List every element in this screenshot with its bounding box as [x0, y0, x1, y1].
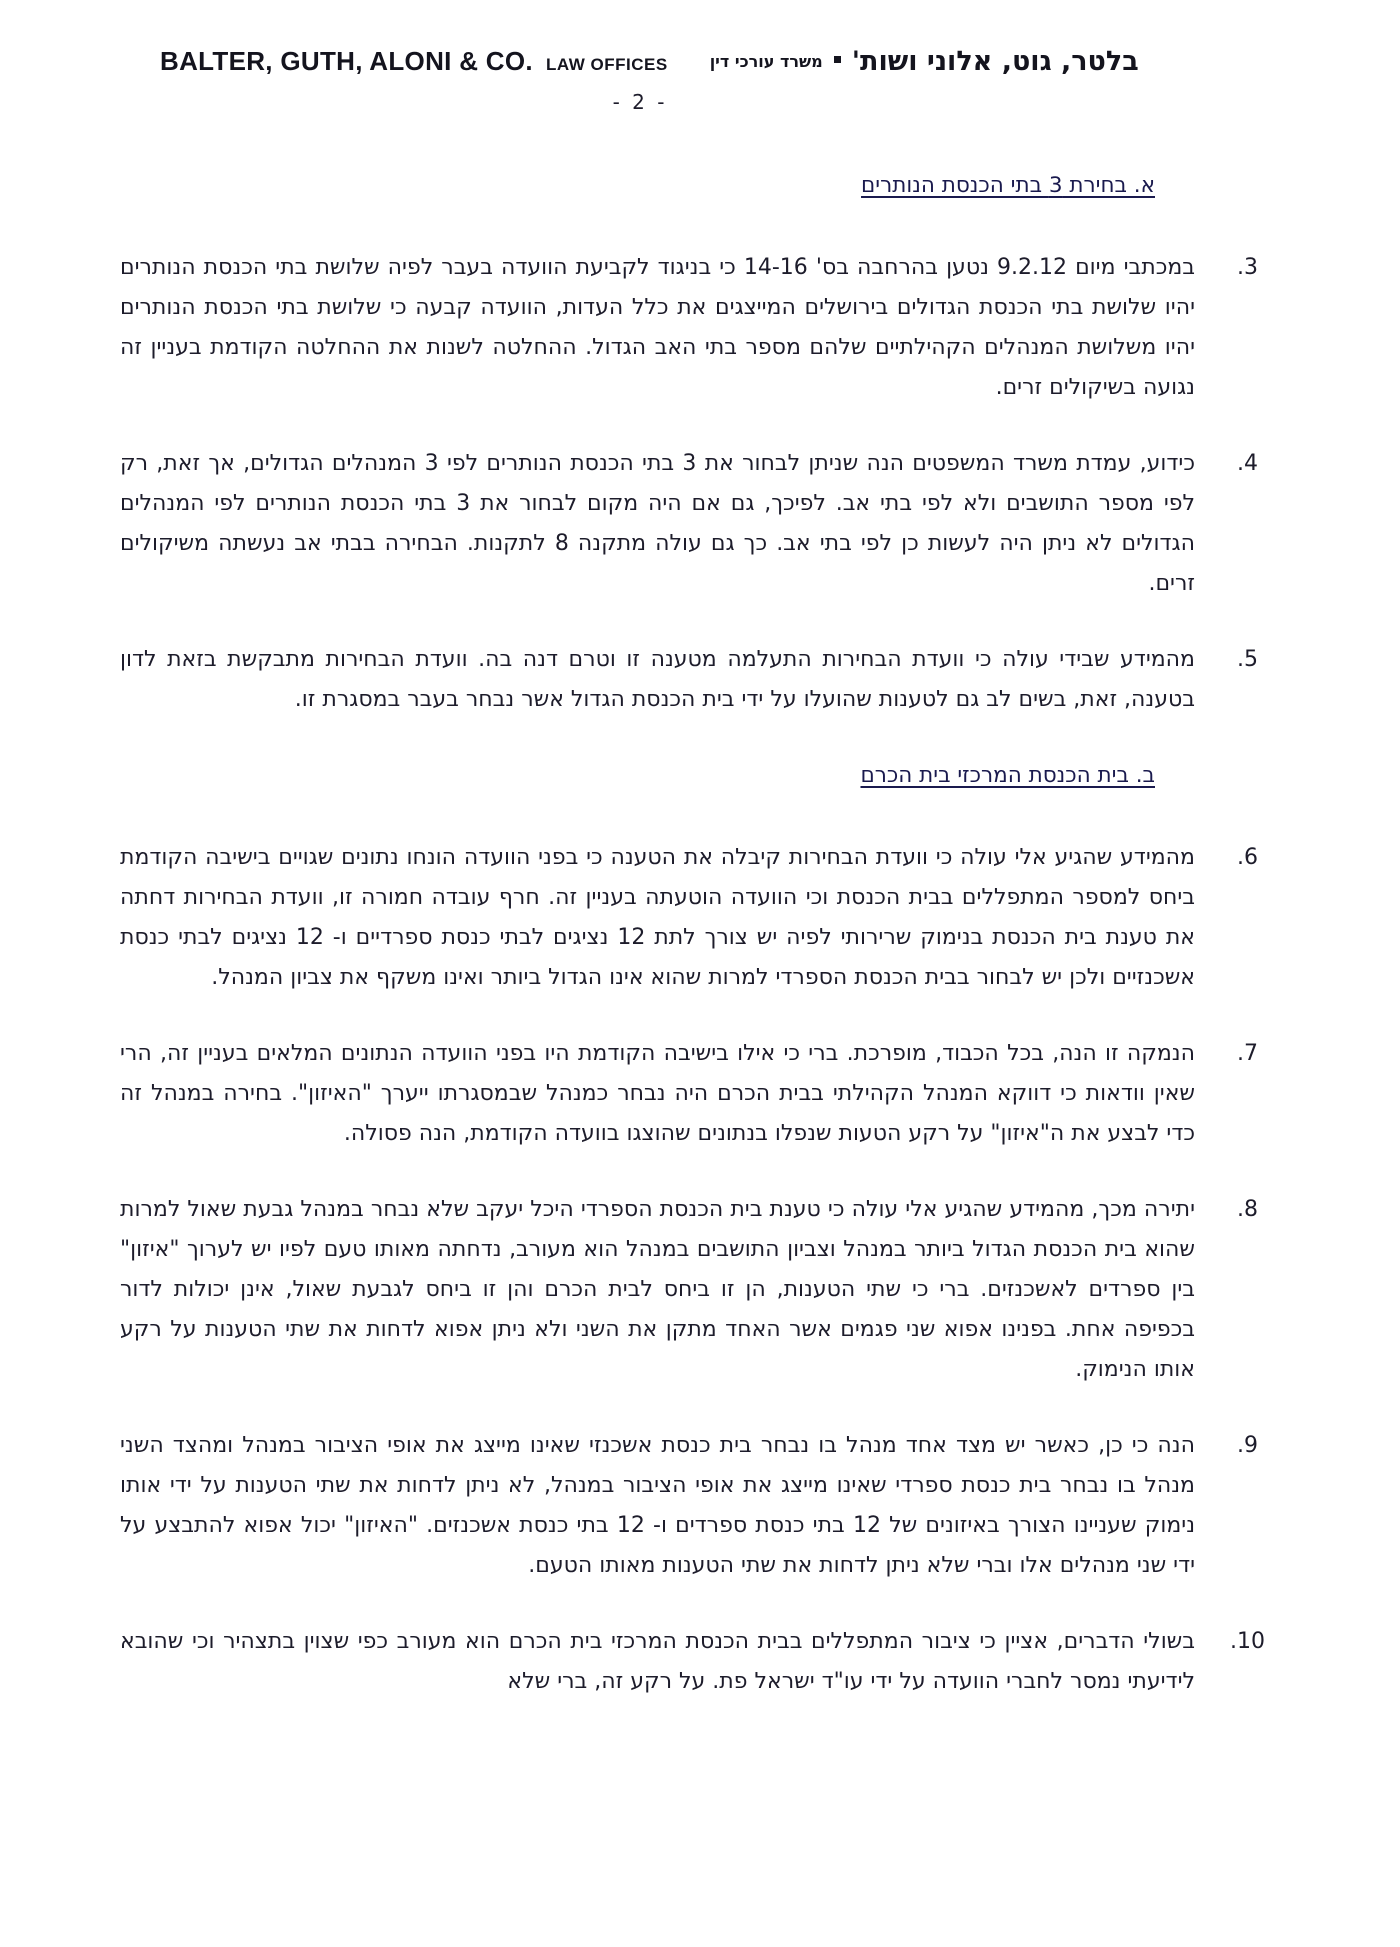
document-body [120, 166, 1300, 1738]
paragraph-9-number: 9. [1237, 1433, 1258, 1458]
paragraph-9 [120, 1426, 1300, 1586]
paragraph-5 [120, 640, 1300, 720]
paragraph-6-text: מהמידע שהגיע אלי עולה כי וועדת הבחירות קיבלה את הטענה כי בפני הוועדה הונחו נתונים שגויים בישיבה הקודמת ביחס למספר המתפללים בבית הכנסת וכי הוועדה הוטעתה בעניין זה. חרף עובדה חמורה זו, וועדת הבחירות דחתה את טענת בית הכנסת בנימוק שרירותי לפיה יש צורך לתת 12 נציגים לבתי כנסת ספרדיים ו- 12 נציגים לבתי כנסת אשכנזיים ולכן יש לבחור בבית הכנסת הספרדי למרות שהוא אינו הגדול ביותר ואינו משקף את צביון המנהל. [120, 845, 1196, 990]
paragraph-6-number: 6. [1237, 845, 1258, 870]
paragraph-10 [120, 1622, 1300, 1702]
paragraph-4-number: 4. [1237, 451, 1258, 476]
paragraph-8-text: יתירה מכך, מהמידע שהגיע אלי עולה כי טענת בית הכנסת הספרדי היכל יעקב שלא נבחר במנהל גבעת שאול למרות שהוא בית הכנסת הגדול ביותר במנהל וצביון התושבים במנהל הוא מעורב, נדחתה מאותו טעם לפיו יש לערוך "איזון" בין ספרדים לאשכנזים. ברי כי שתי הטענות, הן זו ביחס לבית הכרם והן זו ביחס לגבעת שאול, אינן יכולות לדור בכפיפה אחת. בפנינו אפוא שני פגמים אשר האחד מתקן את השני ולא ניתן אפוא לדחות את שתי הטענות על רקע אותו הנימוק. [120, 1197, 1195, 1382]
separator-square-icon [834, 56, 841, 63]
letterhead [160, 46, 1139, 77]
paragraph-7-text: הנמקה זו הנה, בכל הכבוד, מופרכת. ברי כי אילו בישיבה הקודמת היו בפני הוועדה הנתונים המלאים בעניין זה, הרי שאין וודאות כי דווקא המנהל הקהילתי בבית הכרם היה נבחר כמנהל שבמסגרתו ייערך "האיזון". בחירה במנהל זה כדי לבצע את ה"איזון" על רקע הטעות שנפלו בנתונים שהוצגו בוועדה הקודמת, הנה פסולה. [120, 1041, 1195, 1146]
section-b [120, 756, 1300, 1702]
paragraph-9-text: הנה כי כן, כאשר יש מצד אחד מנהל בו נבחר בית כנסת אשכנזי שאינו מייצג את אופי הציבור במנהל ומהצד השני מנהל בו נבחר בית כנסת ספרדי שאינו מייצג את אופי הציבור במנהל, לא ניתן לדחות את שתי הטענות על ידי אותו נימוק שעניינו הצורך באיזונים של 12 בתי כנסת ספרדים ו- 12 בתי כנסת אשכנזים. "האיזון" יכול אפוא להתבצע על ידי שני מנהלים אלו וברי שלא ניתן לדחות את שתי הטענות מאותו הטעם. [120, 1433, 1196, 1578]
paragraph-4 [120, 444, 1300, 604]
paragraph-5-text: מהמידע שבידי עולה כי וועדת הבחירות התעלמה מטענה זו וטרם דנה בה. וועדת הבחירות מתבקשת בזאת לדון בטענה, זאת, בשים לב גם לטענות שהועלו על ידי בית הכנסת הגדול אשר נבחר בעבר במסגרת זו. [120, 647, 1195, 712]
section-a [120, 166, 1300, 720]
paragraph-8-number: 8. [1237, 1197, 1258, 1222]
paragraph-6 [120, 838, 1300, 998]
paragraph-8 [120, 1190, 1300, 1390]
hebrew-firm-name: בלטר, גוט, אלוני ושות' [851, 46, 1139, 77]
paragraph-7 [120, 1034, 1300, 1154]
paragraph-3-number: 3. [1237, 255, 1258, 280]
paragraph-4-text: כידוע, עמדת משרד המשפטים הנה שניתן לבחור את 3 בתי הכנסת הנותרים לפי 3 המנהלים הגדולים, אך זאת, רק לפי מספר התושבים ולא לפי בתי אב. לפיכך, גם אם היה מקום לבחור את 3 בתי הכנסת הנותרים לפי המנהלים הגדולים לא ניתן היה לעשות כן לפי בתי אב. כך גם עולה מתקנה 8 לתקנות. הבחירה בבתי אב נעשתה משיקולים זרים. [120, 451, 1195, 596]
latin-firm-name [160, 46, 668, 77]
paragraph-3-text: במכתבי מיום 9.2.12 נטען בהרחבה בס' 14-16 כי בניגוד לקביעת הוועדה בעבר לפיה שלושת בתי הכנסת הנותרים יהיו שלושת בתי הכנסת הגדולים בירושלים המייצגים את כלל העדות, הוועדה קבעה כי שלושת בתי הכנסת הנותרים יהיו משלושת המנהלים הקהילתיים שלהם מספר בתי האב הגדול. ההחלטה לשנות את ההחלטה הקודמת בעניין זה נגועה בשיקולים זרים. [120, 255, 1195, 400]
page-number: - 2 - [612, 90, 668, 114]
paragraph-3 [120, 248, 1300, 408]
hebrew-office-label: משרד עורכי דין [709, 52, 823, 71]
paragraph-5-number: 5. [1237, 647, 1258, 672]
section-b-heading: ב. בית הכנסת המרכזי בית הכרם [860, 763, 1155, 788]
hebrew-firm-block [710, 46, 1139, 77]
latin-firm-name-text: BALTER, GUTH, ALONI & CO. [160, 46, 533, 76]
paragraph-7-number: 7. [1237, 1041, 1258, 1066]
paragraph-10-number: 10. [1230, 1629, 1265, 1654]
section-a-heading: א. בחירת 3 בתי הכנסת הנותרים [861, 173, 1155, 198]
law-offices-label: LAW OFFICES [546, 55, 668, 74]
paragraph-10-text: בשולי הדברים, אציין כי ציבור המתפללים בבית הכנסת המרכזי בית הכרם הוא מעורב כפי שצוין בתצהיר וכי שהובא לידיעתי נמסר לחברי הוועדה על ידי עו"ד ישראל פת. על רקע זה, ברי שלא [120, 1629, 1195, 1694]
